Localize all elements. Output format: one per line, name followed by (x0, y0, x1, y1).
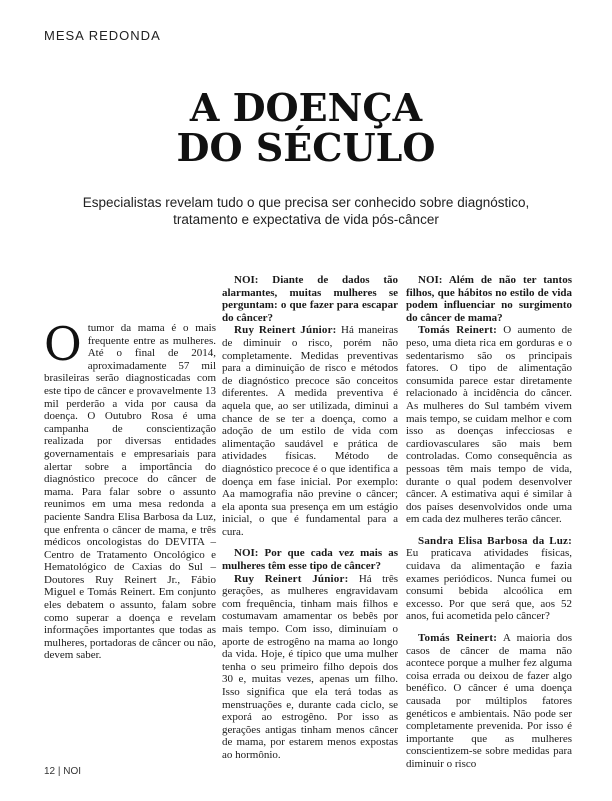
footer-separator: | (57, 766, 61, 777)
column-intro (44, 317, 216, 662)
answer-text: Eu praticava atividades físicas, cuidava da alimentação e fazia exames periódicos. Nunca fumei ou consumi bebida alcoólica em excesso. Por que será que, aos 52 anos, fui acometida pelo câncer? (406, 547, 572, 623)
drop-cap: O (44, 317, 82, 371)
intro-paragraph: tumor da mama é o mais frequente entre as mulheres. Até o final de 2014, aproximadamente 57 mil brasileiras serão diagnosticadas com este tipo de câncer e provavelmente 13 mil perderão a vida por causa da doença. O Outubro Rosa é uma campanha de conscientização realizada por diversas entidades governamentais e empresariais para alertar sobre a importância do diagnóstico precoce do câncer de mama. Para falar sobre o assunto reunimos em uma mesa redonda a paciente Sandra Elisa Barbosa da Luz, que enfrenta o câncer de mama, e três médicos oncologistas do DEVITA – Centro de Tratamento Oncológico e Hematológico de Caxias do Sul – Doutores Ruy Reinert Jr., Fábio Miguel e Tomás Reinert. Em conjunto eles debatem o assunto, falam sobre como superar a doença e revelam informações importantes que todas as mulheres, portadoras de câncer ou não, devem saber. (44, 322, 216, 662)
question-1: NOI: Diante de dados tão alarmantes, muitas mulheres se perguntam: o que fazer para escapar do câncer? (222, 274, 398, 324)
answer-text: Há três gerações, as mulheres engravidavam com frequência, tinham mais filhos e costumavam amamentar os bebês por mais tempo. Com isso, diminuíam o aporte de estrogêno na mama ao longo da vida. Hoje, é típico que uma mulher tenha o seu primeiro filho depois dos 30 e, muitas vezes, apenas um filho. Isso significa que ela terá todas as menstruações e, durante cada ciclo, se exporá ao estrogêno. Por isso as gerações antigas tinham menos câncer de mama, por estarem menos expostas ao hormônio. (222, 572, 398, 761)
speaker-name: Ruy Reinert Júnior: (234, 572, 349, 585)
answer-text: Há maneiras de diminuir o risco, porém não completamente. Medidas preventivas para a diminuição de risco e métodos de diagnóstico precoce são conceitos diferentes. A medida preventiva é aquela que, ao ser utilizada, diminui a chance de se ter a doença, como a adoção de um estilo de vida com alimentação saudável e prática de atividades físicas. Método de diagnóstico precoce é o que identifica a doença em fase inicial. Por exemplo: Aa mamografia não previne o câncer; ela aponta sua presença em um estágio inicial, o que é fundamental para a cura. (222, 324, 398, 538)
column-interview-1 (222, 274, 398, 762)
speaker-name: Tomás Reinert: (418, 324, 497, 337)
magazine-name: NOI (63, 766, 82, 777)
answer-text: A maioria dos casos de câncer de mama não acontece porque a mulher fez alguma coisa errada ou deixou de fazer algo benéfico. O câncer é uma doença causada por múltiplos fatores genéticos e ambientais. Não pode ser completamente prevenida. Por isso é importante que as mulheres conscientizem-se sobre medidas para diminuir o risco (406, 632, 572, 770)
answer-1 (222, 324, 398, 538)
answer-3 (406, 324, 572, 526)
question-3: NOI: Além de não ter tantos filhos, que hábitos no estilo de vida podem influenciar no surgimento do câncer de mama? (406, 274, 572, 324)
article-title (0, 85, 612, 170)
answer-text: O aumento de peso, uma dieta rica em gorduras e o sedentarismo são os principais fatores. O tipo de alimentação consumida parece estar diretamente relacionado à incidência do câncer. As mulheres do Sul também vivem mais tempo, se cuidam melhor e com isso as doenças infecciosas e cardiovasculares são mais bem controladas. Como consequência as pessoas têm mais tempo de vida, durante o qual podem desenvolver câncer. A estimativa aqui é similar à dos países desenvolvidos onde uma em cada dez mulheres terão câncer. (406, 324, 572, 526)
page-number: 12 (44, 766, 56, 777)
speaker-name: Sandra Elisa Barbosa da Luz: (418, 534, 572, 547)
article-subtitle: Especialistas revelam tudo o que precisa ser conhecido sobre diagnóstico, tratamento e expectativa de vida pós-câncer (82, 195, 530, 227)
title-line-1: A DOENÇA (189, 85, 423, 130)
section-label: MESA REDONDA (44, 28, 161, 43)
page-footer (44, 766, 81, 777)
speaker-name: Tomás Reinert: (418, 632, 498, 645)
column-interview-2 (406, 274, 572, 771)
answer-2 (222, 573, 398, 762)
speaker-name: Ruy Reinert Júnior: (234, 324, 337, 337)
patient-statement (406, 535, 572, 623)
answer-4 (406, 632, 572, 771)
title-line-2: DO SÉCULO (176, 125, 436, 170)
question-2: NOI: Por que cada vez mais as mulheres têm esse tipo de câncer? (222, 547, 398, 573)
